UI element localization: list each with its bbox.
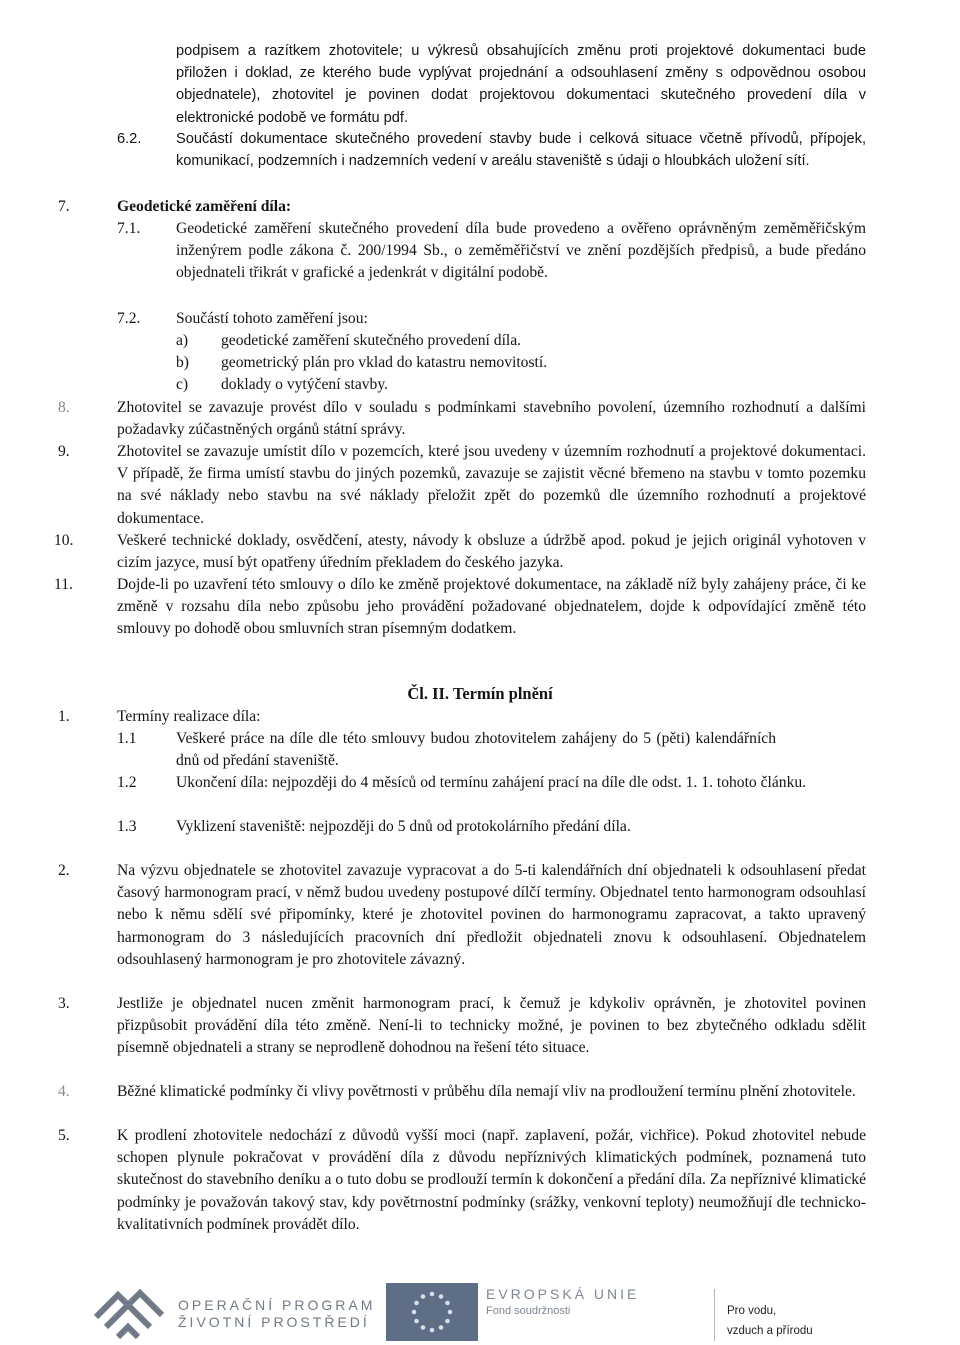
- footer: [0, 1275, 960, 1341]
- list-item-letter: a): [176, 332, 189, 349]
- motto-line-2: vzduch a přírodu: [727, 1325, 813, 1337]
- list-item-text: geometrický plán pro vklad do katastru nemovitostí.: [221, 354, 548, 371]
- op-line-2: ŽIVOTNÍ PROSTŘEDÍ: [178, 1314, 370, 1330]
- term-4-number: 4.: [58, 1083, 70, 1100]
- section-7-2-number: 7.2.: [117, 310, 141, 327]
- term-3-number: 3.: [58, 995, 70, 1012]
- term-1-1-number: 1.1: [117, 730, 137, 747]
- term-1-3-number: 1.3: [117, 818, 137, 835]
- section-11-number: 11.: [54, 576, 73, 593]
- eu-label: [486, 1285, 639, 1319]
- term-4-text: Běžné klimatické podmínky či vlivy povětrnosti v průběhu díla nemají vliv na prodloužení termínu plnění zhotovitele.: [117, 1083, 856, 1100]
- section-7-title: Geodetické zaměření díla:: [117, 198, 292, 215]
- term-2-number: 2.: [58, 862, 70, 879]
- op-logo-icon: [88, 1283, 168, 1345]
- section-10-text: Veškeré technické doklady, osvědčení, atesty, návody k obsluze a údržbě apod. pokud je jejich originál vyhotoven v cizím jazyce, musí být opatřeny úředním překladem do českého jazyka.: [117, 532, 866, 572]
- eu-line-1: EVROPSKÁ UNIE: [486, 1286, 640, 1302]
- section-9-text: Zhotovitel se zavazuje umístit dílo v pozemcích, které jsou uvedeny v územním rozhodnutí a projektové dokumentaci. V případě, že firma umístí stavbu do jiných pozemků, zavazuje se zajistit věcné břemeno na stavbu v tomto pozemku na své náklady nebo stavbu na své náklady přeložit zpět do pozemků dle územního rozhodnutí a projektové dokumentace.: [117, 443, 866, 527]
- section-8-text: Zhotovitel se zavazuje provést dílo v souladu s podmínkami stavebního povolení, územního rozhodnutí a dalšími požadavky zúčastněných orgánů státní správy.: [117, 399, 866, 439]
- list-item-text: geodetické zaměření skutečného provedení díla.: [221, 332, 522, 349]
- section-8-number: 8.: [58, 399, 70, 416]
- term-1-2-number: 1.2: [117, 774, 137, 791]
- chapter-title: Čl. II. Termín plnění: [407, 684, 553, 703]
- term-1-1-text: Veškeré práce na díle dle této smlouvy budou zhotovitelem zahájeny do 5 (pěti) kalendářních dnů od předání staveniště.: [176, 730, 776, 770]
- term-1-title: Termíny realizace díla:: [117, 708, 261, 725]
- section-6-2-text: Součástí dokumentace skutečného provedení stavby bude i celková situace včetně přívodů, přípojek, komunikací, podzemních i nadzemních vedení v areálu staveniště s údaji o hloubkách uložení sítí.: [176, 131, 866, 170]
- section-7-1-number: 7.1.: [117, 220, 141, 237]
- section-9-number: 9.: [58, 443, 70, 460]
- term-5-text: K prodlení zhotovitele nedochází z důvodů vyšší moci (např. zaplavení, požár, vichřice). Pokud zhotovitel nebude schopen plynule pokračovat v provádění díla z důvodu nepříznivých klimatických podmínek, poznamená tuto skutečnost do stavebního deníku a o tuto dobu se prodlouží termín k dokončení a předání díla. Za nepříznivé klimatické podmínky je považován takový stav, kdy povětrnostní podmínky (srážky, venkovní teploty) neumožňují dle technicko-kvalitativních podmínek provádět dílo.: [117, 1127, 866, 1233]
- term-1-2-text: Ukončení díla: nejpozději do 4 měsíců od termínu zahájení prací na díle dle odst. 1. 1. tohoto článku.: [176, 774, 807, 791]
- motto-line-1: Pro vodu,: [727, 1305, 777, 1317]
- footer-divider: [714, 1289, 715, 1341]
- section-7-1-text: Geodetické zaměření skutečného provedení díla bude provedeno a ověřeno oprávněným zeměměřičským inženýrem podle zákona č. 200/1994 Sb., o zeměměřičství ve znění pozdějších předpisů, a bude předáno objednateli třikrát v grafické a jedenkrát v digitální podobě.: [176, 220, 866, 282]
- section-7-2-intro: Součástí tohoto zaměření jsou:: [176, 310, 368, 327]
- eu-line-2: Fond soudržnosti: [486, 1305, 571, 1317]
- list-item-letter: c): [176, 376, 189, 393]
- continuation-paragraph: podpisem a razítkem zhotovitele; u výkresů obsahujících změnu proti projektové dokumentaci bude přiložen i doklad, ze kterého bude vyplývat projednání a odsouhlasení změny s odpovědnou osobou objednatele), zhotovitel je povinen dodat projektovou dokumentaci skutečného provedení díla v elektronické podobě ve formátu pdf.: [176, 43, 866, 126]
- term-2-text: Na výzvu objednatele se zhotovitel zavazuje vypracovat a do 5-ti kalendářních dní objednateli k odsouhlasení předat časový harmonogram prací, v němž budou uvedeny postupové dílčí termíny. Objednatel tento harmonogram odsouhlasí nebo k němu sdělí své připomínky, které je zhotovitel povinen do harmonogramu zapracovat, a takto upravený harmonogram do 3 následujících pracovních dní předložit objednateli znovu k odsouhlasení. Objednatelem odsouhlasený harmonogram je pro zhotovitele závazný.: [117, 862, 866, 968]
- section-6-2-number: 6.2.: [117, 131, 142, 147]
- section-7-number: 7.: [58, 198, 70, 215]
- list-item-letter: b): [176, 354, 189, 371]
- term-1-3-text: Vyklizení staveniště: nejpozději do 5 dnů od protokolárního předání díla.: [176, 818, 631, 835]
- eu-flag-icon: [386, 1283, 478, 1341]
- op-line-1: OPERAČNÍ PROGRAM: [178, 1297, 376, 1313]
- list-item-text: doklady o vytýčení stavby.: [221, 376, 389, 393]
- term-1-number: 1.: [58, 708, 70, 725]
- term-5-number: 5.: [58, 1127, 70, 1144]
- motto: [727, 1301, 813, 1341]
- term-3-text: Jestliže je objednatel nucen změnit harmonogram prací, k čemuž je kdykoliv oprávněn, je zhotovitel povinen přizpůsobit provádění díla této změně. Není-li to technicky možné, je povinen to bez zbytečného odkladu sdělit písemně objednateli a strany se neprodleně dohodnou na řešení této situace.: [117, 995, 866, 1057]
- section-10-number: 10.: [54, 532, 74, 549]
- section-11-text: Dojde-li po uzavření této smlouvy o dílo ke změně projektové dokumentace, na základě níž byly zahájeny práce, či ke změně v rozsahu díla nebo způsobu jeho provádění požadované objednatelem, dojde k odpovídající změně této smlouvy po dohodě obou smluvních stran písemným dodatkem.: [117, 576, 866, 638]
- op-program-name: [178, 1297, 375, 1331]
